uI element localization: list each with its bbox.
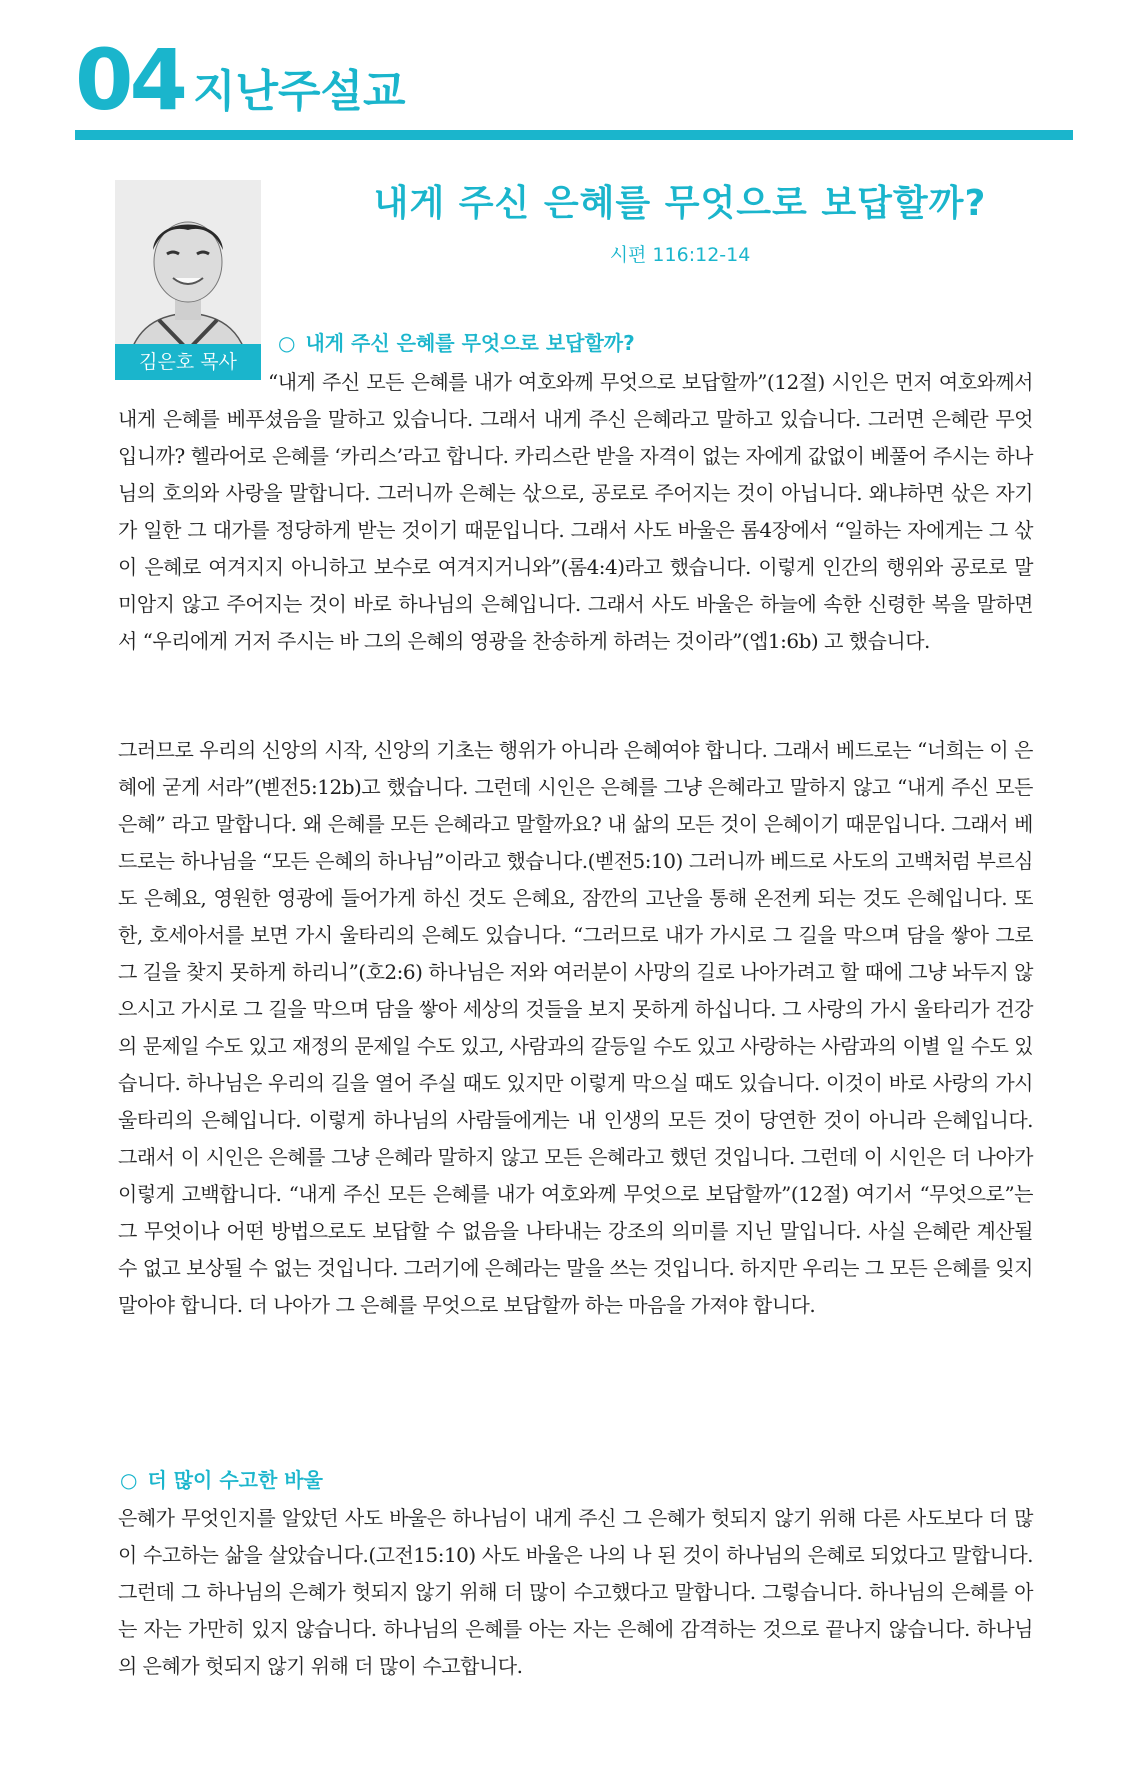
sermon-title: 내게 주신 은혜를 무엇으로 보답할까? [373,183,987,224]
body-paragraph-2: 그러므로 우리의 신앙의 시작, 신앙의 기초는 행위가 아니라 은혜여야 합니다. 그래서 베드로는 “너희는 이 은혜에 굳게 서라”(벧전5:12b)고 했습니다. 그런데 시인은 은혜를 그냥 은혜라고 말하지 않고 “내게 주신 모든 은혜” 라고 말합니다. 왜 은혜를 모든 은혜라고 말할까요? 내 삶의 모든 것이 은혜이기 때문입니다. 그래서 베드로는 하나님을 “모든 은혜의 하나님”이라고 했습니다.(벧전5:10) 그러니까 베드로 사도의 고백처럼 부르심도 은혜요, 영원한 영광에 들어가게 하신 것도 은혜요, 잠깐의 고난을 통해 온전케 되는 것도 은혜입니다. 또한, 호세아서를 보면 가시 울타리의 은혜도 있습니다. “그러므로 내가 가시로 그 길을 막으며 담을 쌓아 그로 그 길을 찾지 못하게 하리니”(호2:6) 하나님은 저와 여러분이 사망의 길로 나아가려고 할 때에 그냥 놔두지 않으시고 가시로 그 길을 막으며 담을 쌓아 세상의 것들을 보지 못하게 하십니다. 그 사랑의 가시 울타리가 건강의 문제일 수도 있고 재정의 문제일 수도 있고, 사람과의 갈등일 수도 있고 사랑하는 사람과의 이별 일 수도 있습니다. 하나님은 우리의 길을 열어 주실 때도 있지만 이렇게 막으실 때도 있습니다. 이것이 바로 사랑의 가시 울타리의 은혜입니다. 이렇게 하나님의 사람들에게는 내 인생의 모든 것이 당연한 것이 아니라 은혜입니다. 그래서 이 시인은 은혜를 그냥 은혜라 말하지 않고 모든 은혜라고 했던 것입니다. 그런데 이 시인은 더 나아가 이렇게 고백합니다. “내게 주신 모든 은혜를 내가 여호와께 무엇으로 보답할까”(12절) 여기서 “무엇으로”는 그 무엇이나 어떤 방법으로도 보답할 수 없음을 나타내는 강조의 의미를 지닌 말입니다. 사실 은혜란 계산될 수 없고 보상될 수 없는 것입니다. 그러기에 은혜라는 말을 쓰는 것입니다. 하지만 우리는 그 모든 은혜를 잊지 말아야 합니다. 더 나아가 그 은혜를 무엇으로 보답할까 하는 마음을 가져야 합니다. [118,738,1033,1317]
body-paragraph-3: 은혜가 무엇인지를 알았던 사도 바울은 하나님이 내게 주신 그 은혜가 헛되지 않기 위해 다른 사도보다 더 많이 수고하는 삶을 살았습니다.(고전15:10) 사도 바울은 나의 나 된 것이 하나님의 은혜로 되었다고 말합니다. 그런데 그 하나님의 은혜가 헛되지 않기 위해 더 많이 수고했다고 말합니다. 그렇습니다. 하나님의 은혜를 아는 자는 가만히 있지 않습니다. 하나님의 은혜를 아는 자는 은혜에 감격하는 것으로 끝나지 않습니다. 하나님의 은혜가 헛되지 않기 위해 더 많이 수고합니다. [118,1506,1033,1678]
circle-bullet-icon: ○ [278,331,296,355]
body-paragraph-1: “내게 주신 모든 은혜를 내가 여호와께 무엇으로 보답할까”(12절) 시인은 먼저 여호와께서 내게 은혜를 베푸셨음을 말하고 있습니다. 그래서 내게 주신 은혜라고 말하고 있습니다. 그러면 은혜란 무엇입니까? 헬라어로 은혜를 ‘카리스’라고 합니다. 카리스란 받을 자격이 없는 자에게 값없이 베풀어 주시는 하나님의 호의와 사랑을 말합니다. 그러니까 은혜는 삯으로, 공로로 주어지는 것이 아닙니다. 왜냐하면 삯은 자기가 일한 그 대가를 정당하게 받는 것이기 때문입니다. 그래서 사도 바울은 롬4장에서 “일하는 자에게는 그 삯이 은혜로 여겨지지 아니하고 보수로 여겨지거니와”(롬4:4)라고 했습니다. 이렇게 인간의 행위와 공로로 말미암지 않고 주어지는 것이 바로 하나님의 은혜입니다. 그래서 사도 바울은 하늘에 속한 신령한 복을 말하면서 “우리에게 거저 주시는 바 그의 은혜의 영광을 찬송하게 하려는 것이라”(엡1:6b) 고 했습니다. [118,370,1033,653]
author-card [115,180,261,380]
header-divider [75,130,1073,140]
subheading-1 [278,328,635,358]
author-name-tag: 김은호 목사 [115,344,261,380]
circle-bullet-icon: ○ [120,1468,138,1492]
scripture-reference: 시편 116:12-14 [609,244,751,266]
section-header [75,30,1073,140]
section-title: 지난주설교 [193,66,406,117]
subheading-2 [120,1465,323,1495]
subheading-text: 내게 주신 은혜를 무엇으로 보답할까? [305,331,635,355]
section-number: 04 [75,31,184,129]
subheading-text: 더 많이 수고한 바울 [147,1468,323,1492]
